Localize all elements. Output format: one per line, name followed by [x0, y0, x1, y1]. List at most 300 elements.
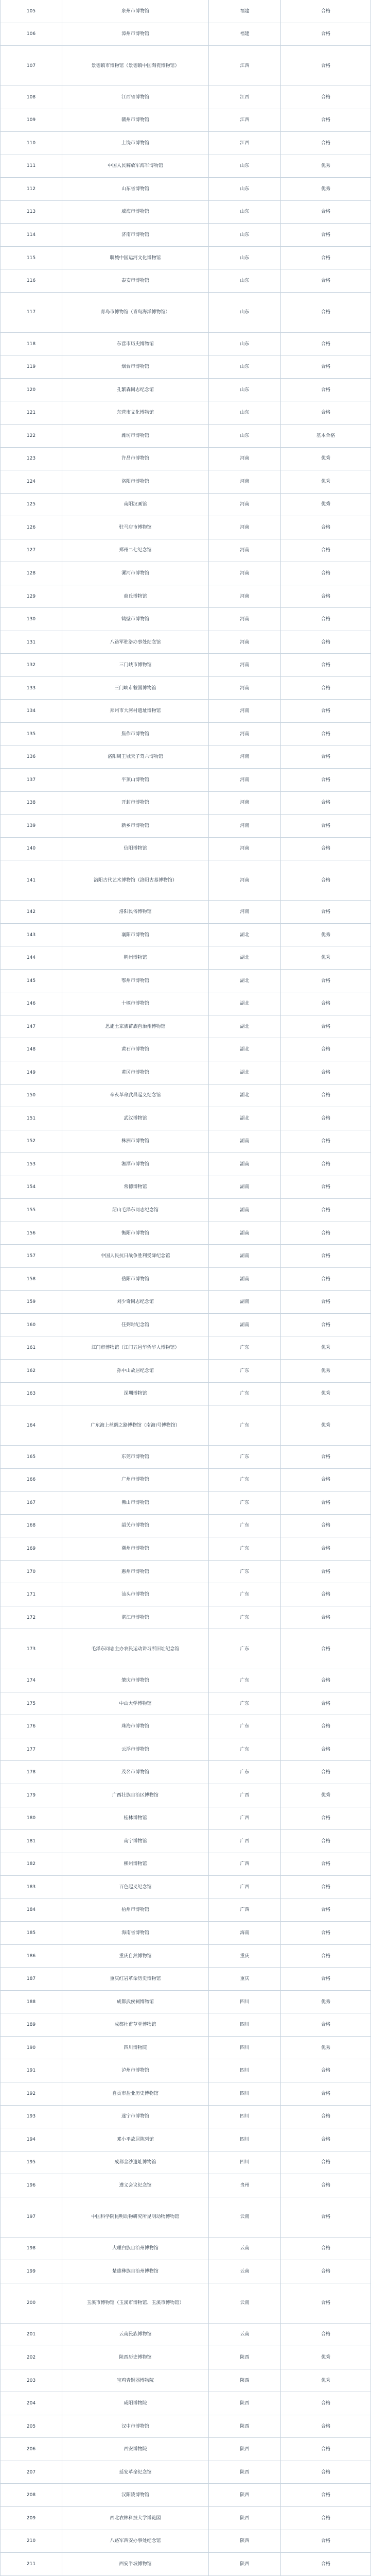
evaluation-result: 合格 — [281, 269, 371, 292]
museum-name: 聊城中国运河文化博物馆 — [62, 247, 209, 269]
province: 广西 — [209, 1807, 281, 1830]
table-row — [1, 2324, 371, 2347]
table-row — [1, 2037, 371, 2060]
row-number: 109 — [1, 109, 62, 132]
museum-name: 恩施土家族苗族自治州博物馆 — [62, 1015, 209, 1038]
table-row — [1, 2484, 371, 2507]
row-number: 202 — [1, 2346, 62, 2369]
museum-name: 新乡市博物馆 — [62, 815, 209, 837]
province: 河南 — [209, 608, 281, 631]
museum-name: 岳阳市博物馆 — [62, 1268, 209, 1291]
row-number: 185 — [1, 1922, 62, 1944]
evaluation-result: 优秀 — [281, 1360, 371, 1382]
row-number: 133 — [1, 677, 62, 700]
row-number: 122 — [1, 425, 62, 447]
row-number: 123 — [1, 448, 62, 470]
museum-name: 惠州市博物馆 — [62, 1561, 209, 1583]
museum-name: 海南省博物馆 — [62, 1922, 209, 1944]
row-number: 211 — [1, 2553, 62, 2575]
table-row — [1, 1469, 371, 1492]
evaluation-result: 合格 — [281, 1038, 371, 1061]
province: 陕西 — [209, 2461, 281, 2484]
evaluation-result: 合格 — [281, 654, 371, 676]
row-number: 118 — [1, 333, 62, 355]
province: 广西 — [209, 1853, 281, 1876]
province: 重庆 — [209, 1945, 281, 1968]
table-row — [1, 654, 371, 677]
table-row — [1, 1669, 371, 1692]
museum-name: 咸阳博物院 — [62, 2392, 209, 2415]
evaluation-result: 合格 — [281, 1084, 371, 1107]
row-number: 162 — [1, 1360, 62, 1382]
row-number: 132 — [1, 654, 62, 676]
province: 湖南 — [209, 1222, 281, 1245]
table-row — [1, 815, 371, 838]
province: 河南 — [209, 860, 281, 900]
evaluation-result: 优秀 — [281, 2346, 371, 2369]
table-row — [1, 178, 371, 201]
table-row — [1, 2283, 371, 2324]
museum-name: 潍坊市博物馆 — [62, 425, 209, 447]
table-row — [1, 677, 371, 700]
table-row — [1, 1405, 371, 1446]
table-row — [1, 2530, 371, 2553]
row-number: 136 — [1, 746, 62, 769]
province: 湖北 — [209, 970, 281, 992]
table-row — [1, 1583, 371, 1606]
table-row — [1, 1245, 371, 1268]
evaluation-result: 合格 — [281, 1314, 371, 1336]
table-row — [1, 1291, 371, 1314]
museum-name: 三门峡市虢国博物馆 — [62, 677, 209, 700]
province: 湖北 — [209, 992, 281, 1015]
row-number: 116 — [1, 269, 62, 292]
row-number: 151 — [1, 1107, 62, 1130]
evaluation-result: 基本合格 — [281, 425, 371, 447]
table-row — [1, 1153, 371, 1176]
evaluation-result: 合格 — [281, 2392, 371, 2415]
museum-name: 西北农林科技大学博览园 — [62, 2507, 209, 2530]
province: 广东 — [209, 1537, 281, 1560]
museum-name: 遵义会议纪念馆 — [62, 2174, 209, 2197]
row-number: 176 — [1, 1715, 62, 1738]
province: 广东 — [209, 1583, 281, 1606]
row-number: 178 — [1, 1761, 62, 1784]
row-number: 160 — [1, 1314, 62, 1336]
row-number: 106 — [1, 23, 62, 46]
museum-name: 佛山市博物馆 — [62, 1492, 209, 1514]
table-row — [1, 1038, 371, 1061]
evaluation-result: 合格 — [281, 1922, 371, 1944]
row-number: 197 — [1, 2197, 62, 2237]
province: 山东 — [209, 155, 281, 178]
table-row — [1, 132, 371, 155]
museum-name: 重庆自然博物馆 — [62, 1945, 209, 1968]
table-row — [1, 769, 371, 792]
museum-name: 中国人民抗日战争胜利受降纪念馆 — [62, 1245, 209, 1267]
museum-name: 梧州市博物馆 — [62, 1899, 209, 1922]
province: 广东 — [209, 1761, 281, 1784]
province: 广西 — [209, 1784, 281, 1807]
evaluation-result: 合格 — [281, 1537, 371, 1560]
row-number: 182 — [1, 1853, 62, 1876]
table-row — [1, 1199, 371, 1222]
row-number: 139 — [1, 815, 62, 837]
museum-name: 西安半坡博物馆 — [62, 2553, 209, 2575]
table-row — [1, 46, 371, 86]
museum-name: 八路军驻洛办事处纪念馆 — [62, 631, 209, 654]
evaluation-result: 合格 — [281, 2128, 371, 2151]
province: 广东 — [209, 1446, 281, 1468]
row-number: 147 — [1, 1015, 62, 1038]
province: 湖南 — [209, 1291, 281, 1313]
museum-name: 广州市博物馆 — [62, 1469, 209, 1492]
evaluation-result: 合格 — [281, 86, 371, 109]
row-number: 165 — [1, 1446, 62, 1468]
table-row — [1, 2174, 371, 2197]
evaluation-result: 合格 — [281, 2059, 371, 2082]
row-number: 188 — [1, 1991, 62, 2013]
row-number: 154 — [1, 1176, 62, 1199]
evaluation-result: 合格 — [281, 355, 371, 378]
evaluation-result: 合格 — [281, 838, 371, 860]
museum-name: 柳州博物馆 — [62, 1853, 209, 1876]
museum-name: 济南市博物馆 — [62, 224, 209, 246]
museum-name: 东营市文化博物馆 — [62, 401, 209, 424]
evaluation-result: 合格 — [281, 1583, 371, 1606]
evaluation-result: 合格 — [281, 1629, 371, 1669]
province: 湖南 — [209, 1130, 281, 1153]
museum-name: 鹤壁市博物馆 — [62, 608, 209, 631]
museum-name: 漳州市博物馆 — [62, 23, 209, 46]
row-number: 207 — [1, 2461, 62, 2484]
row-number: 164 — [1, 1405, 62, 1445]
evaluation-result: 合格 — [281, 2260, 371, 2283]
row-number: 158 — [1, 1268, 62, 1291]
table-row — [1, 2013, 371, 2037]
row-number: 172 — [1, 1606, 62, 1629]
province: 陕西 — [209, 2484, 281, 2506]
row-number: 108 — [1, 86, 62, 109]
table-row — [1, 1922, 371, 1945]
evaluation-result: 合格 — [281, 2106, 371, 2128]
evaluation-result: 合格 — [281, 1738, 371, 1761]
museum-name: 驻马店市博物馆 — [62, 516, 209, 539]
table-row — [1, 1383, 371, 1406]
evaluation-result: 合格 — [281, 23, 371, 46]
table-row — [1, 1876, 371, 1899]
evaluation-result: 合格 — [281, 2151, 371, 2174]
museum-name: 成都金沙遗址博物馆 — [62, 2151, 209, 2174]
row-number: 210 — [1, 2530, 62, 2553]
museum-name: 洛阳民俗博物馆 — [62, 901, 209, 923]
table-row — [1, 0, 371, 23]
row-number: 115 — [1, 247, 62, 269]
table-row — [1, 448, 371, 471]
province: 四川 — [209, 2106, 281, 2128]
museum-name: 泰安市博物馆 — [62, 269, 209, 292]
museum-name: 辛亥革命武昌起义纪念馆 — [62, 1084, 209, 1107]
province: 河南 — [209, 723, 281, 745]
evaluation-result: 合格 — [281, 2415, 371, 2438]
table-row — [1, 2369, 371, 2393]
row-number: 107 — [1, 46, 62, 86]
evaluation-result: 优秀 — [281, 178, 371, 200]
province: 湖北 — [209, 1061, 281, 1084]
museum-name: 潮州市博物馆 — [62, 1537, 209, 1560]
table-row — [1, 2553, 371, 2576]
row-number: 105 — [1, 0, 62, 23]
row-number: 113 — [1, 201, 62, 224]
table-row — [1, 838, 371, 861]
evaluation-result: 合格 — [281, 2484, 371, 2506]
evaluation-result: 合格 — [281, 1830, 371, 1853]
row-number: 128 — [1, 562, 62, 585]
evaluation-result: 合格 — [281, 901, 371, 923]
province: 云南 — [209, 2197, 281, 2237]
table-row — [1, 1853, 371, 1876]
museum-name: 景德镇市博物馆（景德镇中国陶瓷博物馆） — [62, 46, 209, 86]
province: 江西 — [209, 132, 281, 155]
museum-name: 株洲市博物馆 — [62, 1130, 209, 1153]
row-number: 192 — [1, 2082, 62, 2105]
museum-name: 大理白族自治州博物馆 — [62, 2238, 209, 2260]
museum-name: 赣州市博物馆 — [62, 109, 209, 132]
museum-name: 焦作市博物馆 — [62, 723, 209, 745]
province: 广东 — [209, 1738, 281, 1761]
museum-name: 百色起义纪念馆 — [62, 1876, 209, 1899]
row-number: 146 — [1, 992, 62, 1015]
row-number: 201 — [1, 2324, 62, 2346]
province: 广东 — [209, 1405, 281, 1445]
evaluation-result: 合格 — [281, 1899, 371, 1922]
province: 四川 — [209, 2128, 281, 2151]
province: 广西 — [209, 1899, 281, 1922]
province: 广东 — [209, 1515, 281, 1537]
row-number: 174 — [1, 1669, 62, 1692]
table-row — [1, 1515, 371, 1538]
evaluation-result: 合格 — [281, 2082, 371, 2105]
row-number: 189 — [1, 2013, 62, 2036]
evaluation-result: 合格 — [281, 224, 371, 246]
province: 广东 — [209, 1606, 281, 1629]
museum-name: 韶关市博物馆 — [62, 1515, 209, 1537]
province: 广西 — [209, 1830, 281, 1853]
museum-name: 洛阳市博物馆 — [62, 470, 209, 493]
province: 山东 — [209, 201, 281, 224]
museum-name: 自贡市盐业历史博物馆 — [62, 2082, 209, 2105]
province: 广东 — [209, 1336, 281, 1359]
province: 河南 — [209, 901, 281, 923]
evaluation-result: 优秀 — [281, 924, 371, 946]
evaluation-result: 合格 — [281, 1968, 371, 1990]
museum-name: 湘潭市博物馆 — [62, 1153, 209, 1176]
museum-name: 汉中市博物馆 — [62, 2415, 209, 2438]
museum-name: 常德博物馆 — [62, 1176, 209, 1199]
evaluation-result: 合格 — [281, 46, 371, 86]
museum-name: 洛阳周王城天子驾六博物馆 — [62, 746, 209, 769]
evaluation-result: 合格 — [281, 815, 371, 837]
evaluation-result: 合格 — [281, 2013, 371, 2036]
row-number: 126 — [1, 516, 62, 539]
evaluation-result: 合格 — [281, 0, 371, 23]
province: 广东 — [209, 1492, 281, 1514]
table-row — [1, 608, 371, 631]
table-row — [1, 946, 371, 970]
province: 河南 — [209, 769, 281, 791]
museum-name: 襄阳市博物馆 — [62, 924, 209, 946]
row-number: 148 — [1, 1038, 62, 1061]
row-number: 175 — [1, 1692, 62, 1715]
province: 湖南 — [209, 1153, 281, 1176]
province: 广东 — [209, 1629, 281, 1669]
row-number: 129 — [1, 585, 62, 608]
province: 山东 — [209, 178, 281, 200]
row-number: 135 — [1, 723, 62, 745]
evaluation-result: 优秀 — [281, 494, 371, 516]
province: 河南 — [209, 585, 281, 608]
province: 山东 — [209, 425, 281, 447]
museum-name: 珠海市博物馆 — [62, 1715, 209, 1738]
table-row — [1, 1176, 371, 1199]
province: 山东 — [209, 224, 281, 246]
province: 河南 — [209, 700, 281, 722]
evaluation-result: 合格 — [281, 992, 371, 1015]
table-row — [1, 1107, 371, 1130]
province: 湖南 — [209, 1199, 281, 1222]
evaluation-result: 优秀 — [281, 2037, 371, 2059]
museum-name: 泸州市博物馆 — [62, 2059, 209, 2082]
museum-name: 信阳博物馆 — [62, 838, 209, 860]
museum-name: 遂宁市博物馆 — [62, 2106, 209, 2128]
evaluation-result: 优秀 — [281, 1784, 371, 1807]
province: 湖北 — [209, 1015, 281, 1038]
row-number: 141 — [1, 860, 62, 900]
table-row — [1, 1537, 371, 1561]
province: 湖北 — [209, 1038, 281, 1061]
province: 福建 — [209, 23, 281, 46]
evaluation-result: 合格 — [281, 1245, 371, 1267]
museum-name: 中国科学院昆明动物研究所昆明动物博物馆 — [62, 2197, 209, 2237]
province: 广东 — [209, 1383, 281, 1405]
museum-name: 延安革命纪念馆 — [62, 2461, 209, 2484]
museum-name: 江西省博物馆 — [62, 86, 209, 109]
province: 山东 — [209, 379, 281, 401]
province: 四川 — [209, 2013, 281, 2036]
evaluation-result: 合格 — [281, 1492, 371, 1514]
table-row — [1, 700, 371, 723]
museum-name: 桂林博物馆 — [62, 1807, 209, 1830]
row-number: 184 — [1, 1899, 62, 1922]
evaluation-result: 优秀 — [281, 1991, 371, 2013]
table-row — [1, 2415, 371, 2438]
table-row — [1, 992, 371, 1015]
table-row — [1, 970, 371, 993]
museum-name: 青岛市博物馆（青岛海洋博物馆） — [62, 293, 209, 332]
row-number: 125 — [1, 494, 62, 516]
province: 广东 — [209, 1692, 281, 1715]
evaluation-result: 优秀 — [281, 2369, 371, 2392]
evaluation-result: 合格 — [281, 1268, 371, 1291]
row-number: 190 — [1, 2037, 62, 2059]
museum-name: 汉阳陵博物馆 — [62, 2484, 209, 2506]
museum-name: 西安博物院 — [62, 2438, 209, 2461]
museum-name: 黄冈市博物馆 — [62, 1061, 209, 1084]
row-number: 177 — [1, 1738, 62, 1761]
row-number: 181 — [1, 1830, 62, 1853]
row-number: 152 — [1, 1130, 62, 1153]
province: 四川 — [209, 2037, 281, 2059]
row-number: 119 — [1, 355, 62, 378]
evaluation-result: 合格 — [281, 2324, 371, 2346]
evaluation-result: 合格 — [281, 1692, 371, 1715]
row-number: 112 — [1, 178, 62, 200]
row-number: 159 — [1, 1291, 62, 1313]
province: 河南 — [209, 516, 281, 539]
row-number: 205 — [1, 2415, 62, 2438]
museum-name: 郑州市大河村遗址博物馆 — [62, 700, 209, 722]
table-row — [1, 109, 371, 132]
museum-name: 孙中山故居纪念馆 — [62, 1360, 209, 1382]
province: 河南 — [209, 470, 281, 493]
province: 湖北 — [209, 1084, 281, 1107]
table-row — [1, 201, 371, 224]
row-number: 193 — [1, 2106, 62, 2128]
museum-name: 漯河市博物馆 — [62, 562, 209, 585]
row-number: 157 — [1, 1245, 62, 1267]
province: 广东 — [209, 1669, 281, 1692]
province: 重庆 — [209, 1968, 281, 1990]
table-row — [1, 1692, 371, 1716]
table-row — [1, 2151, 371, 2175]
evaluation-result: 合格 — [281, 746, 371, 769]
row-number: 200 — [1, 2283, 62, 2323]
evaluation-result: 合格 — [281, 333, 371, 355]
evaluation-result: 合格 — [281, 1561, 371, 1583]
table-row — [1, 2197, 371, 2238]
table-row — [1, 293, 371, 333]
row-number: 111 — [1, 155, 62, 178]
evaluation-result: 优秀 — [281, 946, 371, 969]
province: 陕西 — [209, 2438, 281, 2461]
row-number: 198 — [1, 2238, 62, 2260]
table-row — [1, 516, 371, 539]
evaluation-result: 合格 — [281, 293, 371, 332]
evaluation-result: 合格 — [281, 562, 371, 585]
province: 广西 — [209, 1876, 281, 1899]
table-row — [1, 924, 371, 947]
evaluation-result: 合格 — [281, 401, 371, 424]
province: 四川 — [209, 2082, 281, 2105]
museum-name: 烟台市博物馆 — [62, 355, 209, 378]
table-row — [1, 2507, 371, 2530]
museum-name: 郑州二七纪念馆 — [62, 539, 209, 562]
row-number: 161 — [1, 1336, 62, 1359]
table-row — [1, 1222, 371, 1245]
row-number: 208 — [1, 2484, 62, 2506]
museum-name: 广西壮族自治区博物馆 — [62, 1784, 209, 1807]
evaluation-result: 合格 — [281, 201, 371, 224]
evaluation-result: 合格 — [281, 1153, 371, 1176]
province: 福建 — [209, 0, 281, 23]
row-number: 180 — [1, 1807, 62, 1830]
province: 河南 — [209, 792, 281, 815]
museum-name: 南阳汉画馆 — [62, 494, 209, 516]
province: 山东 — [209, 401, 281, 424]
evaluation-result: 合格 — [281, 585, 371, 608]
table-row — [1, 1945, 371, 1968]
table-row — [1, 2438, 371, 2461]
